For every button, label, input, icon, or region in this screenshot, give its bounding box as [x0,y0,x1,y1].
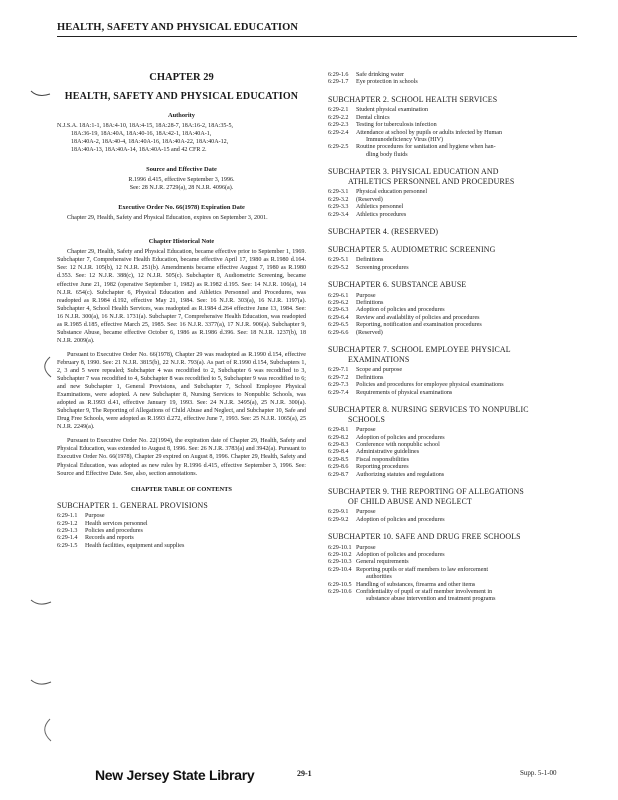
section-number: 6:29-8.3 [328,441,349,448]
section-title: Attendance at school by pupils or adults infected by Human [356,129,503,136]
section-title-continued: dling body fluids [366,151,408,158]
toc-entry [328,435,578,442]
section-title: Purpose [356,544,376,551]
section-title: Safe drinking water [356,72,405,78]
section-title: Eye protection in schools [356,79,418,86]
section-number: 6:29-8.4 [328,449,349,456]
subchapter-title-line: SUBCHAPTER 9. THE REPORTING OF ALLEGATIONS [328,486,524,496]
toc-entry [328,189,578,196]
toc-entry [328,545,578,552]
toc-entry [328,457,578,464]
section-number: 6:29-5.1 [328,257,349,264]
section-title: General requirements [356,559,409,566]
toc-entry [328,122,578,129]
toc-entry [328,472,578,479]
toc-entry [328,509,578,516]
authority-line: N.J.S.A. 18A:1-1, 18A:4-10, 18A:4-15, 18A:28-7, 18A:16-2, 18A:35-5, [57,123,234,129]
section-number: 6:29-5.2 [328,264,349,271]
subchapter-title-line: SUBCHAPTER 8. NURSING SERVICES TO NONPUBLIC [328,404,529,414]
margin-tick-mark [30,598,52,610]
toc-entry [328,449,578,456]
section-number: 6:29-9.1 [328,509,349,516]
exec-order-heading: Executive Order No. 66(1978) Expiration Date [118,204,245,212]
section-title: Reporting, notification and examination procedures [356,322,482,329]
library-stamp: New Jersey State Library [95,767,255,783]
section-number: 6:29-7.3 [328,382,349,389]
authority-block [57,122,306,154]
section-title-continued: Immunodeficiency Virus (HIV) [366,137,444,144]
toc-entry [57,521,306,528]
section-number: 6:29-8.6 [328,464,349,471]
history-paragraph: Chapter 29, Health, Safety and Physical Education, became effective prior to September 1, 1969. Subchapter 7, Comprehensive Health Education, became effective April 17, 1980 as R.1980 d.164. See: 12 N.J.R. 105(b), 12 N.J.R. 251(b). Amendments became effective August 7, 1980 as R.1980 d.353. See: 12 N.J.R. 388(c), 12 N.J.R. 505(c). Subchapter 8, Audiometric Screening, became effective June 21, 1982 (operative September 1, 1982) as R.1982 d.195. See: 14 N.J.R. 106(a), 14 N.J.R. 654(c). Subchapter 6, Physical Education and Athletics Personnel and Procedures, was readopted as R.1984 d.192, effective May 21, 1984. See: 16 N.J.R. 303(a), 16 N.J.R. 1197(a). Subchapter 4, School Health Services, was readopted as R.1984 d.264 effective June 13, 1984. See: 16 N.J.R. 300(a), 16 N.J.R. 1731(a). Subchapter 7, Comprehensive Health Education, was readopted as R.1985 d.185, effective March 25, 1985. See: 16 N.J.R. 3377(a), 17 N.J.R. 906(a). Subchapter 9, Substance Abuse, became effective October 6, 1986 as R.1986 d.396. See: 18 N.J.R. 1237(b), 18 N.J.R. 2009(a). [57,249,306,344]
section-number: 6:29-1.6 [328,72,349,78]
subchapter-title [328,167,578,186]
section-number: 6:29-1.4 [57,535,78,542]
section-number: 6:29-3.2 [328,196,349,203]
section-title: Adoption of policies and procedures [356,434,445,441]
chapter-number: CHAPTER 29 [149,72,214,83]
section-number: 6:29-6.3 [328,307,349,314]
section-number: 6:29-10.3 [328,559,352,566]
toc-entry [328,307,578,314]
toc-entry [328,442,578,449]
toc-entry [328,257,578,264]
toc-heading: CHAPTER TABLE OF CONTENTS [131,485,232,493]
section-number: 6:29-2.5 [328,144,349,151]
subchapter-title: SUBCHAPTER 6. SUBSTANCE ABUSE [328,280,467,290]
toc-entry [328,559,578,566]
toc-entry [328,552,578,559]
section-title: Administrative guidelines [356,449,420,456]
toc-entry [328,72,578,79]
source-line: R.1996 d.415, effective September 3, 1996. [128,177,235,184]
section-number: 6:29-2.1 [328,107,349,114]
margin-tick-mark [30,88,52,102]
toc-entry [328,382,578,389]
toc-entry [328,322,578,329]
toc-entry [328,517,578,524]
toc-entry [328,204,578,211]
subchapter-title: SUBCHAPTER 5. AUDIOMETRIC SCREENING [328,244,496,254]
subchapter-title: SUBCHAPTER 10. SAFE AND DRUG FREE SCHOOLS [328,531,521,541]
section-title: Physical education personnel [356,189,428,196]
section-number: 6:29-2.3 [328,122,349,129]
section-title: Screening procedures [356,264,409,271]
section-number: 6:29-6.2 [328,300,349,307]
subchapter-title [328,405,578,424]
subchapter-title-line: SUBCHAPTER 7. SCHOOL EMPLOYEE PHYSICAL [328,345,511,355]
toc-entry [328,427,578,434]
section-title: Handling of substances, firearms and other items [356,581,476,588]
subchapter-title-line: SUBCHAPTER 3. PHYSICAL EDUCATION AND [328,167,499,177]
section-title: Routine procedures for sanitation and hygiene when han- [356,144,496,151]
toc-entry [328,212,578,219]
section-title: Policies and procedures for employee physical examinations [356,382,504,389]
section-title: Fiscal responsibilities [356,456,409,463]
section-number: 6:29-8.5 [328,456,349,463]
toc-entry [328,390,578,397]
section-number: 6:29-6.1 [328,292,349,299]
authority-line: 18A:36-19, 18A:40A, 18A:40-16, 18A:42-1, 18A:40A-1, [71,131,212,138]
section-title: Athletics personnel [356,204,404,211]
section-number: 6:29-9.2 [328,516,349,523]
section-title: Health facilities, equipment and supplies [85,542,185,549]
subchapter-title-line: SCHOOLS [348,414,386,424]
subchapter-title [328,345,578,364]
authority-line: 18A:40A-2, 18A:40-4, 18A:40A-16, 18A:40A-22, 18A:40A-12, [71,139,229,146]
section-number: 6:29-2.2 [328,114,349,121]
section-title: (Reserved) [356,196,383,203]
source-line: See: 28 N.J.R. 2729(a), 28 N.J.R. 4096(a). [129,185,234,192]
section-title: Reporting procedures [356,464,409,471]
section-title: Definitions [356,300,384,307]
toc-entry [57,528,306,535]
section-number: 6:29-10.1 [328,544,352,551]
toc-entry [328,375,578,382]
section-title: Purpose [356,427,376,434]
section-title: Purpose [356,509,376,516]
section-number: 6:29-7.2 [328,374,349,381]
section-number: 6:29-1.7 [328,79,349,86]
history-heading: Chapter Historical Note [148,238,215,246]
subchapter-title: SUBCHAPTER 4. (RESERVED) [328,227,439,237]
toc-entry [328,265,578,272]
toc-entry [328,293,578,300]
section-title: Testing for tuberculosis infection [356,122,437,129]
section-title-continued: authorities [366,574,392,581]
toc-entry [57,543,306,550]
history-paragraph: Pursuant to Executive Order No. 66(1978), Chapter 29 was readopted as R.1990 d.154, effective February 8, 1990. See: 21 N.J.R. 3815(b), 22 N.J.R. 793(a). As part of R.1990 d.154, Subchapters 1, 2, 3 and 5 were repealed; Subchapter 4 was recodified to 2, Subchapter 6 was recodified to 3, Subchapter 7 was recodified to 4, Subchapter 8 was recodified to 5, Subchapter 9 was recodified to 6; and new Subchapter 1, General Provisions, and Subchapter 7, School Employee Physical Examinations, were adopted. A new Subchapter 8, Nursing Services to Nonpublic Schools, was adopted as R.1993 d.41, effective January 19, 1993. See: 24 N.J.R. 3495(a), 25 N.J.R. 300(a). Subchapter 9, The Reporting of Allegations of Child Abuse and Neglect, and Subchapter 10, Safe and Drug Free Schools, were adopted as R.1993 d.272, effective June 7, 1993. See: 25 N.J.R. 1065(a), 25 N.J.R. 2249(a). [57,351,306,431]
section-title: Records and reports [85,535,134,542]
section-title: Review and availability of policies and procedures [356,314,480,321]
source-heading: Source and Effective Date [146,166,217,174]
section-title: Scope and purpose [356,367,403,374]
right-column [328,72,578,604]
section-number: 6:29-2.4 [328,129,349,136]
supplement-date: Supp. 5-1-00 [520,769,557,777]
margin-bracket-mark [36,718,54,742]
margin-bracket-mark [35,356,55,378]
section-title: Purpose [85,513,105,520]
subchapter-title [328,487,578,506]
section-title: Requirements of physical examinations [356,389,453,396]
section-number: 6:29-1.5 [57,542,78,549]
margin-tick-mark [30,678,52,690]
section-number: 6:29-10.2 [328,551,352,558]
section-number: 6:29-1.1 [57,513,78,520]
page-number: 29-1 [297,769,312,778]
section-title: Confidentiality of pupil or staff member involvement in [356,588,493,595]
section-number: 6:29-6.4 [328,314,349,321]
section-number: 6:29-10.4 [328,566,352,573]
running-head: HEALTH, SAFETY AND PHYSICAL EDUCATION [57,22,577,37]
section-number: 6:29-3.3 [328,204,349,211]
toc-entry [328,582,578,589]
authority-heading: Authority [168,112,195,119]
section-title: Purpose [356,292,376,299]
section-number: 6:29-8.1 [328,427,349,434]
toc-list [57,513,306,550]
section-title: Dental clinics [356,114,390,121]
section-title: Student physical examination [356,107,429,114]
section-title: Authorizing statutes and regulations [356,471,445,478]
section-number: 6:29-10.6 [328,588,352,595]
section-number: 6:29-6.6 [328,329,349,336]
section-number: 6:29-3.1 [328,189,349,196]
toc-entry [328,567,578,582]
section-number: 6:29-7.1 [328,367,349,374]
section-title: Adoption of policies and procedures [356,551,445,558]
toc-entry [57,535,306,542]
section-title: Reporting pupils or staff members to law enforcement [356,566,489,573]
section-number: 6:29-10.5 [328,581,352,588]
subchapter-title: SUBCHAPTER 2. SCHOOL HEALTH SERVICES [328,94,498,104]
section-title: Adoption of policies and procedures [356,307,445,314]
toc-entry [328,367,578,374]
toc-entry [328,330,578,337]
section-number: 6:29-3.4 [328,211,349,218]
exec-order-text: Chapter 29, Health, Safety and Physical Education, expires on September 3, 2001. [67,215,268,222]
history-paragraph: Pursuant to Executive Order No. 22(1994), the expiration date of Chapter 29, Health, Safety and Physical Education, was extended to August 8, 1996. See: 26 N.J.R. 3783(a) and 3942(a). Pursuant to Executive Order No. 66(1978), Chapter 29 expired on August 8, 1996. Chapter 29, Health, Safety and Physical Education, was adopted as new rules by R.1996 d.415, effective September 3, 1996. See: Source and Effective Date. See, also, section annotations. [57,438,306,477]
section-title: Conference with nonpublic school [356,441,440,448]
section-title: Definitions [356,257,384,264]
left-column [57,72,306,550]
toc-entry [328,464,578,471]
section-title: Definitions [356,374,384,381]
section-title: Health services personnel [85,520,148,527]
authority-line: 18A:40A-13, 18A:40A-14, 18A:40A-15 and 42 CFR 2. [71,147,207,154]
toc-entry [328,79,578,86]
section-number: 6:29-8.2 [328,434,349,441]
toc-entry [328,130,578,145]
section-number: 6:29-1.2 [57,520,78,527]
section-title: Athletics procedures [356,211,407,218]
section-title: Adoption of policies and procedures [356,516,445,523]
section-number: 6:29-1.3 [57,528,78,534]
toc-entry [57,513,306,520]
section-number: 6:29-8.7 [328,471,349,478]
toc-entry [328,107,578,114]
subchapter-title: SUBCHAPTER 1. GENERAL PROVISIONS [57,500,208,510]
section-title: (Reserved) [356,329,383,336]
section-title: Policies and procedures [85,528,143,534]
section-title-continued: substance abuse intervention and treatment programs [366,596,496,603]
subchapter-title-line: EXAMINATIONS [348,354,410,364]
section-number: 6:29-7.4 [328,389,349,396]
toc-entry [328,197,578,204]
section-number: 6:29-6.5 [328,322,349,329]
subchapter-title-line: ATHLETICS PERSONNEL AND PROCEDURES [348,176,515,186]
toc-entry [328,589,578,604]
toc-entry [328,144,578,159]
subchapter-title-line: OF CHILD ABUSE AND NEGLECT [348,496,473,506]
chapter-title: HEALTH, SAFETY AND PHYSICAL EDUCATION [64,91,299,102]
